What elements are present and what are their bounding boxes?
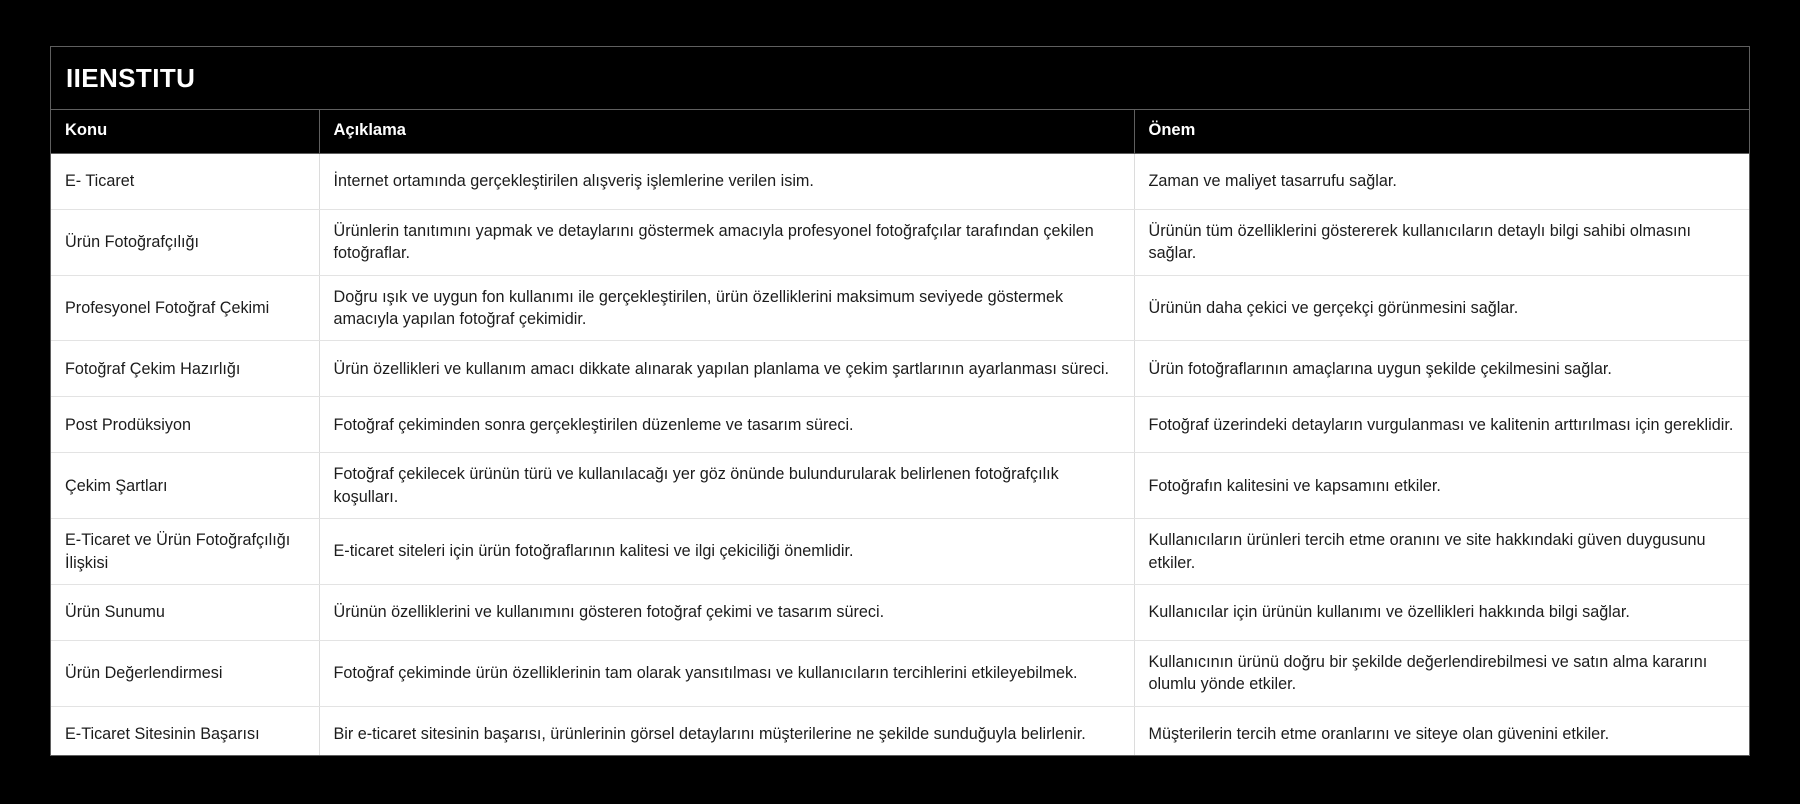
table-row — [51, 453, 1749, 519]
table-row — [51, 706, 1749, 756]
table-card — [50, 46, 1750, 756]
cell-onem: Kullanıcılar için ürünün kullanımı ve özellikleri hakkında bilgi sağlar. — [1134, 584, 1749, 640]
table-row — [51, 275, 1749, 341]
cell-onem: Ürünün daha çekici ve gerçekçi görünmesini sağlar. — [1134, 275, 1749, 341]
table-header-row — [51, 110, 1749, 154]
cell-konu: Fotoğraf Çekim Hazırlığı — [51, 341, 319, 397]
cell-aciklama: Bir e-ticaret sitesinin başarısı, ürünlerinin görsel detaylarını müşterilerine ne şekilde sunduğuyla belirlenir. — [319, 706, 1134, 756]
cell-konu: E-Ticaret ve Ürün Fotoğrafçılığı İlişkisi — [51, 519, 319, 585]
cell-aciklama: Fotoğraf çekilecek ürünün türü ve kullanılacağı yer göz önünde bulundurularak belirlenen fotoğrafçılık koşulları. — [319, 453, 1134, 519]
column-header-konu[interactable]: Konu — [51, 110, 319, 154]
table-row — [51, 640, 1749, 706]
table-row — [51, 210, 1749, 276]
cell-konu: Ürün Değerlendirmesi — [51, 640, 319, 706]
cell-aciklama: Ürünün özelliklerini ve kullanımını gösteren fotoğraf çekimi ve tasarım süreci. — [319, 584, 1134, 640]
brand-header — [51, 47, 1749, 110]
cell-onem: Kullanıcının ürünü doğru bir şekilde değerlendirebilmesi ve satın alma kararını olumlu yönde etkiler. — [1134, 640, 1749, 706]
brand-title: IIENSTITU — [66, 63, 196, 93]
cell-konu: Ürün Sunumu — [51, 584, 319, 640]
cell-aciklama: Fotoğraf çekiminde ürün özelliklerinin tam olarak yansıtılması ve kullanıcıların tercihlerini etkileyebilmek. — [319, 640, 1134, 706]
column-header-onem[interactable]: Önem — [1134, 110, 1749, 154]
cell-aciklama: Ürün özellikleri ve kullanım amacı dikkate alınarak yapılan planlama ve çekim şartlarının ayarlanması süreci. — [319, 341, 1134, 397]
cell-aciklama: Ürünlerin tanıtımını yapmak ve detaylarını göstermek amacıyla profesyonel fotoğrafçılar tarafından çekilen fotoğraflar. — [319, 210, 1134, 276]
cell-konu: Post Prodüksiyon — [51, 397, 319, 453]
cell-aciklama: İnternet ortamında gerçekleştirilen alışveriş işlemlerine verilen isim. — [319, 154, 1134, 210]
cell-onem: Fotoğrafın kalitesini ve kapsamını etkiler. — [1134, 453, 1749, 519]
cell-onem: Ürün fotoğraflarının amaçlarına uygun şekilde çekilmesini sağlar. — [1134, 341, 1749, 397]
cell-konu: Ürün Fotoğrafçılığı — [51, 210, 319, 276]
column-header-aciklama[interactable]: Açıklama — [319, 110, 1134, 154]
table-row — [51, 584, 1749, 640]
cell-onem: Fotoğraf üzerindeki detayların vurgulanması ve kalitenin arttırılması için gereklidir. — [1134, 397, 1749, 453]
cell-konu: Çekim Şartları — [51, 453, 319, 519]
table-row — [51, 341, 1749, 397]
cell-onem: Müşterilerin tercih etme oranlarını ve siteye olan güvenini etkiler. — [1134, 706, 1749, 756]
table-row — [51, 397, 1749, 453]
cell-aciklama: Fotoğraf çekiminden sonra gerçekleştirilen düzenleme ve tasarım süreci. — [319, 397, 1134, 453]
cell-onem: Zaman ve maliyet tasarrufu sağlar. — [1134, 154, 1749, 210]
table-row — [51, 519, 1749, 585]
comparison-table — [51, 110, 1749, 756]
cell-aciklama: Doğru ışık ve uygun fon kullanımı ile gerçekleştirilen, ürün özelliklerini maksimum seviyede göstermek amacıyla yapılan fotoğraf çekimidir. — [319, 275, 1134, 341]
cell-onem: Ürünün tüm özelliklerini göstererek kullanıcıların detaylı bilgi sahibi olmasını sağlar. — [1134, 210, 1749, 276]
cell-aciklama: E-ticaret siteleri için ürün fotoğraflarının kalitesi ve ilgi çekiciliği önemlidir. — [319, 519, 1134, 585]
cell-onem: Kullanıcıların ürünleri tercih etme oranını ve site hakkındaki güven duygusunu etkiler. — [1134, 519, 1749, 585]
cell-konu: E-Ticaret Sitesinin Başarısı — [51, 706, 319, 756]
cell-konu: Profesyonel Fotoğraf Çekimi — [51, 275, 319, 341]
cell-konu: E- Ticaret — [51, 154, 319, 210]
table-header — [51, 110, 1749, 154]
table-body — [51, 154, 1749, 757]
table-row — [51, 154, 1749, 210]
